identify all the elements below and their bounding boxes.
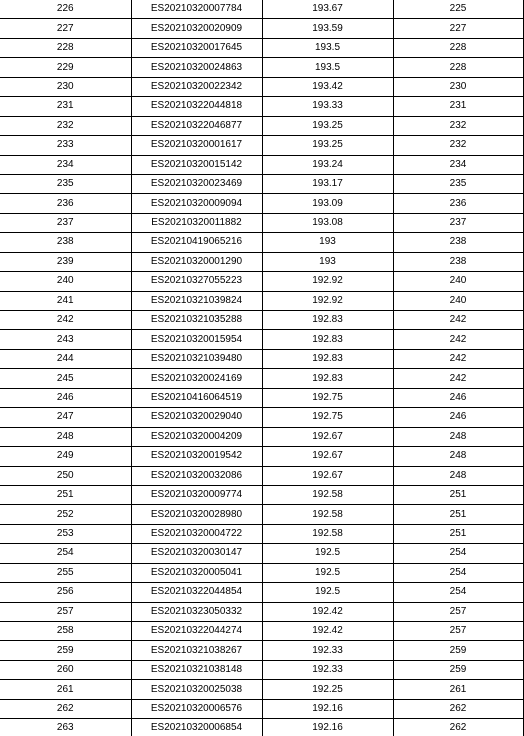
rank-cell: 242 [393,330,523,349]
score-cell: 192.92 [262,291,393,310]
exam-id-cell: ES20210320032086 [131,466,262,485]
score-cell: 193.17 [262,174,393,193]
exam-id-cell: ES20210323050332 [131,602,262,621]
table-row [0,194,523,213]
rank-cell: 262 [393,699,523,718]
exam-id-cell: ES20210320001290 [131,252,262,271]
rank-cell: 254 [393,563,523,582]
rank-cell: 242 [393,311,523,330]
rank-cell: 261 [393,680,523,699]
rank-cell: 225 [393,0,523,19]
rank-cell: 248 [393,447,523,466]
table-row [0,349,523,368]
score-cell: 192.5 [262,544,393,563]
rank-cell: 234 [393,155,523,174]
score-cell: 192.58 [262,505,393,524]
exam-id-cell: ES20210320028980 [131,505,262,524]
row-index-cell: 230 [0,77,131,96]
exam-id-cell: ES20210320004209 [131,427,262,446]
table-row [0,58,523,77]
row-index-cell: 242 [0,311,131,330]
row-index-cell: 233 [0,136,131,155]
row-index-cell: 244 [0,349,131,368]
score-cell: 192.83 [262,311,393,330]
table-row [0,447,523,466]
exam-id-cell: ES20210321039824 [131,291,262,310]
table-row [0,0,523,19]
rank-cell: 238 [393,233,523,252]
score-cell: 192.67 [262,447,393,466]
row-index-cell: 238 [0,233,131,252]
score-cell: 192.83 [262,369,393,388]
rank-cell: 227 [393,19,523,38]
table-row [0,291,523,310]
exam-id-cell: ES20210320011882 [131,213,262,232]
score-cell: 192.83 [262,349,393,368]
table-row [0,155,523,174]
table-row [0,408,523,427]
table-row [0,116,523,135]
rank-cell: 262 [393,719,523,736]
row-index-cell: 257 [0,602,131,621]
table-row [0,680,523,699]
table-row [0,524,523,543]
score-cell: 193.25 [262,136,393,155]
row-index-cell: 260 [0,660,131,679]
rank-cell: 242 [393,369,523,388]
row-index-cell: 262 [0,699,131,718]
score-cell: 192.16 [262,699,393,718]
score-cell: 192.42 [262,622,393,641]
row-index-cell: 259 [0,641,131,660]
exam-id-cell: ES20210322044854 [131,583,262,602]
rank-cell: 235 [393,174,523,193]
score-cell: 192.83 [262,330,393,349]
exam-id-cell: ES20210327055223 [131,272,262,291]
score-cell: 193.08 [262,213,393,232]
row-index-cell: 240 [0,272,131,291]
table-row [0,174,523,193]
exam-id-cell: ES20210320009774 [131,485,262,504]
exam-id-cell: ES20210320006576 [131,699,262,718]
score-cell: 192.25 [262,680,393,699]
exam-id-cell: ES20210320001617 [131,136,262,155]
rank-cell: 230 [393,77,523,96]
table-row [0,660,523,679]
score-cell: 192.75 [262,408,393,427]
row-index-cell: 258 [0,622,131,641]
table-row [0,583,523,602]
rank-cell: 251 [393,524,523,543]
score-cell: 192.58 [262,524,393,543]
row-index-cell: 234 [0,155,131,174]
table-row [0,388,523,407]
exam-id-cell: ES20210321035288 [131,311,262,330]
score-cell: 192.42 [262,602,393,621]
score-cell: 193 [262,252,393,271]
table-row [0,38,523,57]
rank-cell: 246 [393,408,523,427]
exam-id-cell: ES20210320009094 [131,194,262,213]
score-cell: 192.75 [262,388,393,407]
table-row [0,233,523,252]
exam-id-cell: ES20210320019542 [131,447,262,466]
row-index-cell: 229 [0,58,131,77]
rank-cell: 236 [393,194,523,213]
row-index-cell: 247 [0,408,131,427]
table-row [0,369,523,388]
row-index-cell: 248 [0,427,131,446]
exam-id-cell: ES20210321038267 [131,641,262,660]
rank-cell: 240 [393,291,523,310]
table-row [0,719,523,736]
table-row [0,641,523,660]
exam-id-cell: ES20210320015142 [131,155,262,174]
score-cell: 193.5 [262,58,393,77]
score-cell: 192.5 [262,563,393,582]
row-index-cell: 228 [0,38,131,57]
rank-cell: 232 [393,136,523,155]
table-row [0,311,523,330]
row-index-cell: 253 [0,524,131,543]
rank-cell: 257 [393,622,523,641]
score-cell: 193.09 [262,194,393,213]
exam-id-cell: ES20210320024863 [131,58,262,77]
row-index-cell: 246 [0,388,131,407]
rank-cell: 254 [393,583,523,602]
row-index-cell: 250 [0,466,131,485]
exam-id-cell: ES20210320015954 [131,330,262,349]
rank-cell: 251 [393,485,523,504]
row-index-cell: 241 [0,291,131,310]
score-cell: 193.25 [262,116,393,135]
rank-cell: 246 [393,388,523,407]
rank-cell: 242 [393,349,523,368]
score-cell: 193.24 [262,155,393,174]
rank-cell: 257 [393,602,523,621]
exam-id-cell: ES20210320007784 [131,0,262,19]
score-cell: 192.16 [262,719,393,736]
table-row [0,77,523,96]
rank-cell: 231 [393,97,523,116]
table-row [0,544,523,563]
row-index-cell: 232 [0,116,131,135]
row-index-cell: 243 [0,330,131,349]
exam-id-cell: ES20210320004722 [131,524,262,543]
exam-id-cell: ES20210322046877 [131,116,262,135]
score-cell: 192.58 [262,485,393,504]
score-cell: 193.59 [262,19,393,38]
exam-id-cell: ES20210321038148 [131,660,262,679]
rank-cell: 259 [393,660,523,679]
score-cell: 192.67 [262,466,393,485]
exam-id-cell: ES20210320025038 [131,680,262,699]
rank-cell: 238 [393,252,523,271]
rank-cell: 254 [393,544,523,563]
row-index-cell: 239 [0,252,131,271]
row-index-cell: 235 [0,174,131,193]
table-row [0,622,523,641]
exam-id-cell: ES20210322044818 [131,97,262,116]
exam-id-cell: ES20210320030147 [131,544,262,563]
score-cell: 193.33 [262,97,393,116]
table-row [0,427,523,446]
score-cell: 193.67 [262,0,393,19]
score-cell: 193 [262,233,393,252]
table-row [0,602,523,621]
rank-cell: 228 [393,58,523,77]
table-row [0,97,523,116]
row-index-cell: 231 [0,97,131,116]
exam-id-cell: ES20210321039480 [131,349,262,368]
exam-id-cell: ES20210416064519 [131,388,262,407]
table-row [0,272,523,291]
exam-id-cell: ES20210320020909 [131,19,262,38]
score-cell: 193.5 [262,38,393,57]
table-row [0,136,523,155]
exam-id-cell: ES20210322044274 [131,622,262,641]
row-index-cell: 255 [0,563,131,582]
score-cell: 192.67 [262,427,393,446]
table-row [0,505,523,524]
exam-id-cell: ES20210320023469 [131,174,262,193]
row-index-cell: 263 [0,719,131,736]
row-index-cell: 249 [0,447,131,466]
rank-cell: 237 [393,213,523,232]
score-cell: 193.42 [262,77,393,96]
score-cell: 192.5 [262,583,393,602]
row-index-cell: 254 [0,544,131,563]
table-row [0,699,523,718]
rank-cell: 228 [393,38,523,57]
row-index-cell: 256 [0,583,131,602]
rank-cell: 251 [393,505,523,524]
rank-cell: 259 [393,641,523,660]
row-index-cell: 226 [0,0,131,19]
table-row [0,252,523,271]
rank-cell: 232 [393,116,523,135]
score-cell: 192.33 [262,641,393,660]
row-index-cell: 236 [0,194,131,213]
exam-id-cell: ES20210320006854 [131,719,262,736]
exam-id-cell: ES20210320005041 [131,563,262,582]
rank-cell: 240 [393,272,523,291]
rank-cell: 248 [393,427,523,446]
row-index-cell: 261 [0,680,131,699]
row-index-cell: 237 [0,213,131,232]
table-row [0,213,523,232]
exam-id-cell: ES20210320017645 [131,38,262,57]
exam-id-cell: ES20210320022342 [131,77,262,96]
rank-cell: 248 [393,466,523,485]
row-index-cell: 227 [0,19,131,38]
score-cell: 192.33 [262,660,393,679]
table-row [0,330,523,349]
table-row [0,466,523,485]
row-index-cell: 251 [0,485,131,504]
table-row [0,485,523,504]
table-row [0,19,523,38]
table-row [0,563,523,582]
row-index-cell: 245 [0,369,131,388]
row-index-cell: 252 [0,505,131,524]
score-cell: 192.92 [262,272,393,291]
exam-id-cell: ES20210320029040 [131,408,262,427]
exam-id-cell: ES20210320024169 [131,369,262,388]
exam-id-cell: ES20210419065216 [131,233,262,252]
